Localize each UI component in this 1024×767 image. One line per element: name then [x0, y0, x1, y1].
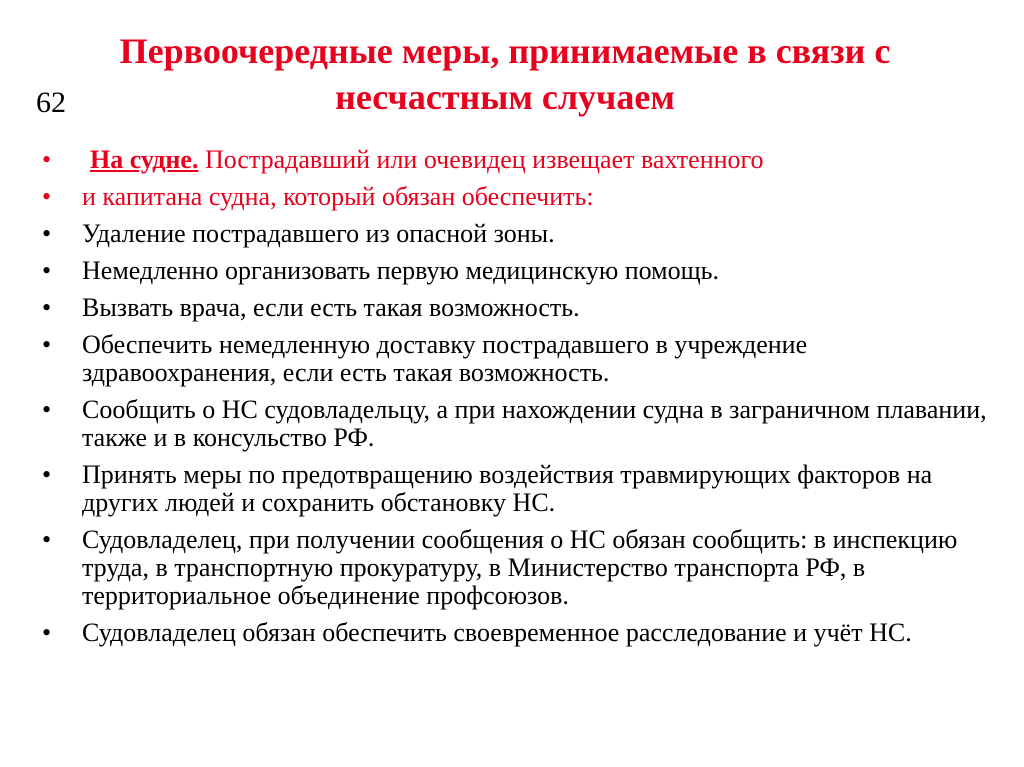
bullet-dot-icon: •: [42, 460, 52, 489]
bullet-item-on-vessel: [40, 146, 1000, 174]
bullet-dot-icon: •: [42, 525, 52, 554]
bullet-text: Сообщить о НС судовладельцу, а при нахождении судна в заграничном плавании, также и в консульство РФ.: [82, 395, 987, 452]
bullet-text: Вызвать врача, если есть такая возможность.: [82, 293, 580, 322]
bullet-item: [40, 294, 1000, 322]
bullet-dot-icon: •: [42, 395, 52, 424]
bullet-item: [40, 396, 1000, 452]
bullet-item: [40, 220, 1000, 248]
bullet-dot-icon: •: [42, 618, 52, 647]
bullet-dot-icon: •: [42, 256, 52, 285]
bullet-dot-icon: •: [42, 145, 52, 174]
bullet-item: [40, 257, 1000, 285]
bullet-text: Принять меры по предотвращению воздействия травмирующих факторов на других людей и сохранить обстановку НС.: [82, 460, 933, 517]
bullet-text: Немедленно организовать первую медицинскую помощь.: [82, 256, 719, 285]
bullet-item: [40, 331, 1000, 387]
bullet-item-captain: [40, 183, 1000, 211]
slide-title: Первоочередные меры, принимаемые в связи с несчастным случаем: [119, 31, 891, 117]
bullet-item: [40, 461, 1000, 517]
bullet-text: Обеспечить немедленную доставку пострадавшего в учреждение здравоохранения, если есть такая возможность.: [82, 330, 808, 387]
bullet-text: Удаление пострадавшего из опасной зоны.: [82, 219, 555, 248]
bullet-dot-icon: •: [42, 219, 52, 248]
bullet-text: Судовладелец обязан обеспечить своевременное расследование и учёт НС.: [82, 618, 912, 647]
bullet-text: Судовладелец, при получении сообщения о НС обязан сообщить: в инспекцию труда, в транспортную прокуратуру, в Министерство транспорта РФ, в территориальное объединение профсоюзов.: [82, 525, 958, 610]
bullet-list: [40, 146, 1000, 656]
bullet-dot-icon: •: [42, 293, 52, 322]
bullet-text: и капитана судна, который обязан обеспечить:: [82, 182, 594, 211]
bullet-dot-icon: •: [42, 330, 52, 359]
bullet-lead-text: На судне.: [90, 145, 199, 174]
bullet-item: [40, 526, 1000, 610]
bullet-text: Пострадавший или очевидец извещает вахтенного: [198, 145, 764, 174]
slide-number: 62: [36, 86, 66, 119]
bullet-dot-icon: •: [42, 182, 52, 211]
bullet-item: [40, 619, 1000, 647]
